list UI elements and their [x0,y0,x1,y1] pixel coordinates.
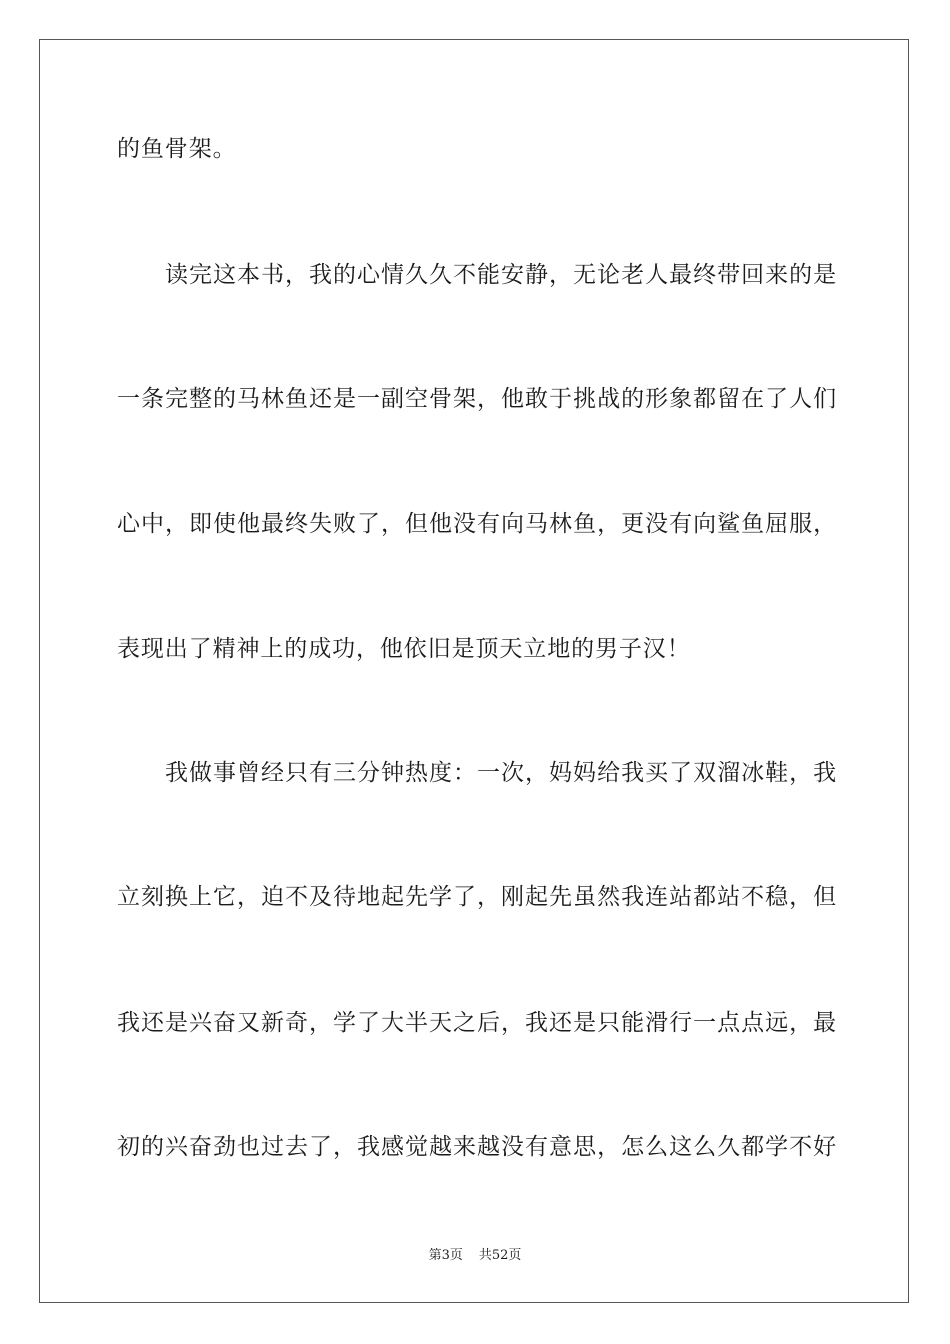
page-total: 共52页 [478,1248,522,1263]
text-line: 立刻换上它，迫不及待地起先学了，刚起先虽然我连站都站不稳，但 [117,884,837,910]
text-line: 初的兴奋劲也过去了，我感觉越来越没有意思，怎么这么久都学不好 [117,1134,837,1160]
text-line: 的鱼骨架。 [117,136,237,162]
page-border [39,39,909,1303]
text-line: 心中，即使他最终失败了，但他没有向马林鱼，更没有向鲨鱼屈服， [117,511,837,537]
page-number: 第3页 [428,1248,463,1263]
page-footer [0,1247,950,1265]
text-line: 读完这本书，我的心情久久不能安静，无论老人最终带回来的是 [165,262,837,288]
text-line: 我做事曾经只有三分钟热度：一次，妈妈给我买了双溜冰鞋，我 [165,760,837,786]
text-line: 表现出了精神上的成功，他依旧是顶天立地的男子汉！ [117,636,691,662]
text-line: 我还是兴奋又新奇，学了大半天之后，我还是只能滑行一点点远，最 [117,1010,837,1036]
text-line: 一条完整的马林鱼还是一副空骨架，他敢于挑战的形象都留在了人们 [117,386,837,412]
